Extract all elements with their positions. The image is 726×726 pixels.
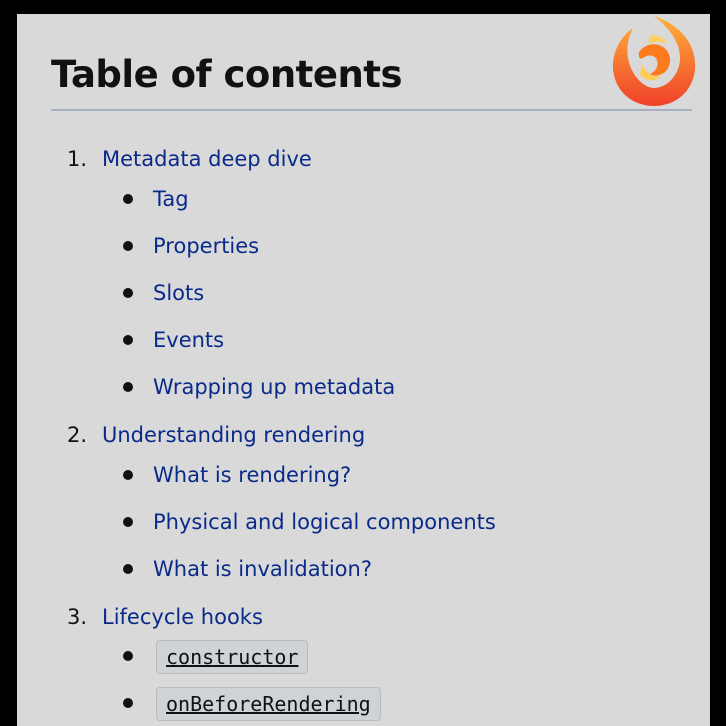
- section-number: 3.: [67, 605, 88, 629]
- section-number: 2.: [67, 423, 88, 447]
- item-link-what-is-rendering[interactable]: What is rendering?: [153, 463, 352, 487]
- item-link-constructor[interactable]: constructor: [156, 640, 308, 674]
- item-link-physical-and-logical-components[interactable]: Physical and logical components: [153, 510, 496, 534]
- toc-section-row: [17, 597, 710, 638]
- bullet-icon: [123, 194, 133, 204]
- bullet-icon: [123, 382, 133, 392]
- section-number: 1.: [67, 147, 88, 171]
- bullet-icon: [123, 288, 133, 298]
- bullet-icon: [123, 241, 133, 251]
- page-title: Table of contents: [51, 53, 403, 96]
- item-link-what-is-invalidation[interactable]: What is invalidation?: [153, 557, 372, 581]
- item-link-wrapping-up-metadata[interactable]: Wrapping up metadata: [153, 375, 396, 399]
- bullet-icon: [123, 470, 133, 480]
- phoenix-flame-logo-icon: [609, 14, 699, 108]
- toc-item: [17, 180, 710, 227]
- toc-item: [17, 368, 710, 415]
- toc-item: [17, 274, 710, 321]
- item-link-events[interactable]: Events: [153, 328, 225, 352]
- section-link-understanding-rendering[interactable]: Understanding rendering: [102, 423, 366, 447]
- toc-item: [17, 227, 710, 274]
- item-link-tag[interactable]: Tag: [153, 187, 189, 211]
- toc-item: [17, 321, 710, 368]
- item-link-properties[interactable]: Properties: [153, 234, 260, 258]
- toc-section-1: [17, 139, 710, 415]
- toc-item: [17, 456, 710, 503]
- toc-item: [17, 503, 710, 550]
- toc-section-row: [17, 139, 710, 180]
- slide: [17, 14, 710, 726]
- bullet-icon: [123, 564, 133, 574]
- toc-item: [17, 638, 710, 685]
- bullet-icon: [123, 335, 133, 345]
- toc-section-2: [17, 415, 710, 597]
- bullet-icon: [123, 517, 133, 527]
- toc-section-3: [17, 597, 710, 726]
- bullet-icon: [123, 651, 133, 661]
- title-divider: [51, 109, 692, 111]
- section-link-metadata-deep-dive[interactable]: Metadata deep dive: [102, 147, 312, 171]
- item-link-slots[interactable]: Slots: [153, 281, 205, 305]
- toc-section-row: [17, 415, 710, 456]
- section-link-lifecycle-hooks[interactable]: Lifecycle hooks: [102, 605, 263, 629]
- toc-item: [17, 550, 710, 597]
- item-link-onbeforerendering[interactable]: onBeforeRendering: [156, 687, 381, 721]
- toc-item: [17, 685, 710, 726]
- bullet-icon: [123, 698, 133, 708]
- table-of-contents: [17, 139, 710, 726]
